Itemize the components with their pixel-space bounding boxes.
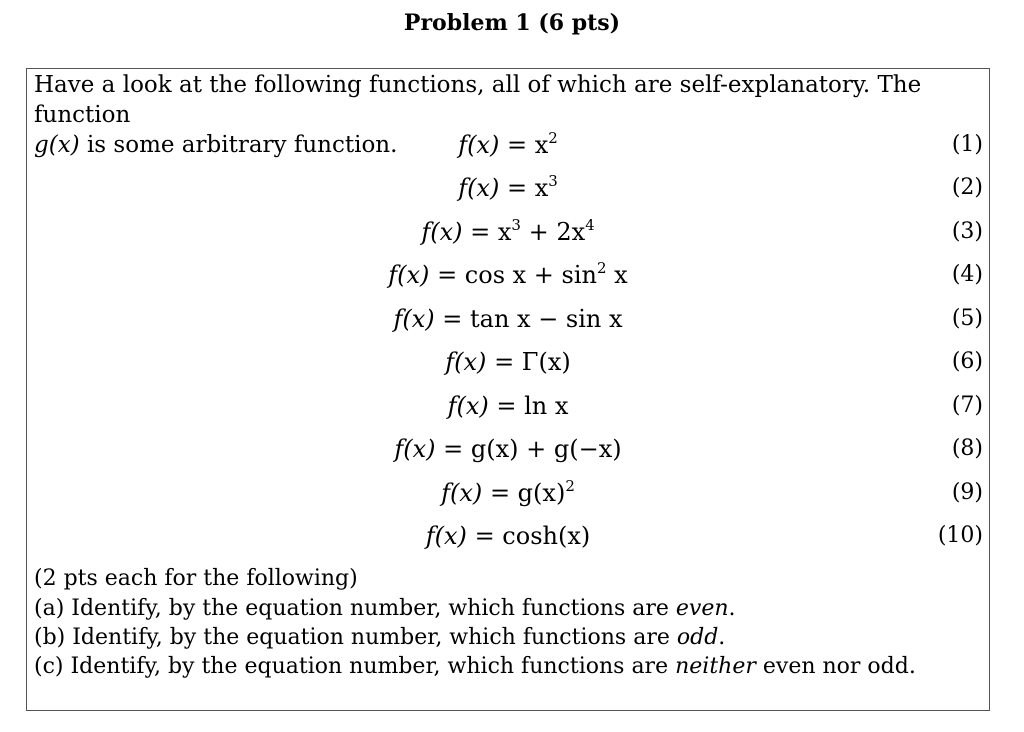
- equation-row-6: [27, 344, 989, 380]
- problem-title: Problem 1 (6 pts): [403, 10, 621, 36]
- equation-9: $f(x) = g(x)^2$: [441, 477, 575, 507]
- equation-row-7: [27, 388, 989, 424]
- equation-number: (3): [951, 219, 983, 244]
- equation-row-4: [27, 257, 989, 293]
- equation-number: (4): [951, 262, 983, 287]
- equation-5: f(x) = tan x − sin x: [393, 305, 623, 333]
- equation-3: $f(x) = x^3 + 2x^4$: [421, 216, 595, 246]
- equation-number: (5): [951, 306, 983, 331]
- equation-8: f(x) = g(x) + g(−x): [394, 435, 622, 463]
- equation-1: $f(x) = x^2$: [458, 129, 558, 159]
- equation-row-1: [27, 127, 989, 163]
- equation-row-9: [27, 475, 989, 511]
- question-c: (c) Identify, by the equation number, which functions are neither even nor odd.: [34, 654, 916, 679]
- equation-number: (7): [951, 393, 983, 418]
- equation-number: (6): [951, 349, 983, 374]
- points-note: (2 pts each for the following): [34, 566, 358, 591]
- equation-number: (10): [937, 523, 983, 548]
- question-b: (b) Identify, by the equation number, which functions are odd.: [34, 625, 726, 650]
- question-a: (a) Identify, by the equation number, which functions are even.: [34, 596, 736, 621]
- equation-number: (9): [951, 480, 983, 505]
- equation-number: (2): [951, 175, 983, 200]
- equation-number: (8): [951, 436, 983, 461]
- equation-4: $f(x) = \cos x + \sin^2 x$: [388, 259, 628, 289]
- intro-line-2-rest: is some arbitrary function.: [79, 132, 398, 158]
- equation-row-5: [27, 301, 989, 337]
- equation-6: f(x) = Γ(x): [445, 348, 571, 376]
- equation-row-8: [27, 431, 989, 467]
- equation-2: $f(x) = x^3$: [458, 172, 558, 202]
- equation-7: f(x) = ln x: [447, 392, 569, 420]
- equation-row-10: [27, 518, 989, 554]
- equation-number: (1): [951, 132, 983, 157]
- equation-row-3: [27, 214, 989, 250]
- intro-function-name: g(x): [34, 132, 80, 158]
- equation-10: f(x) = cosh(x): [425, 522, 591, 550]
- intro-line-1: Have a look at the following functions, all of which are self-explanatory. The function: [34, 72, 922, 128]
- equation-row-2: [27, 170, 989, 206]
